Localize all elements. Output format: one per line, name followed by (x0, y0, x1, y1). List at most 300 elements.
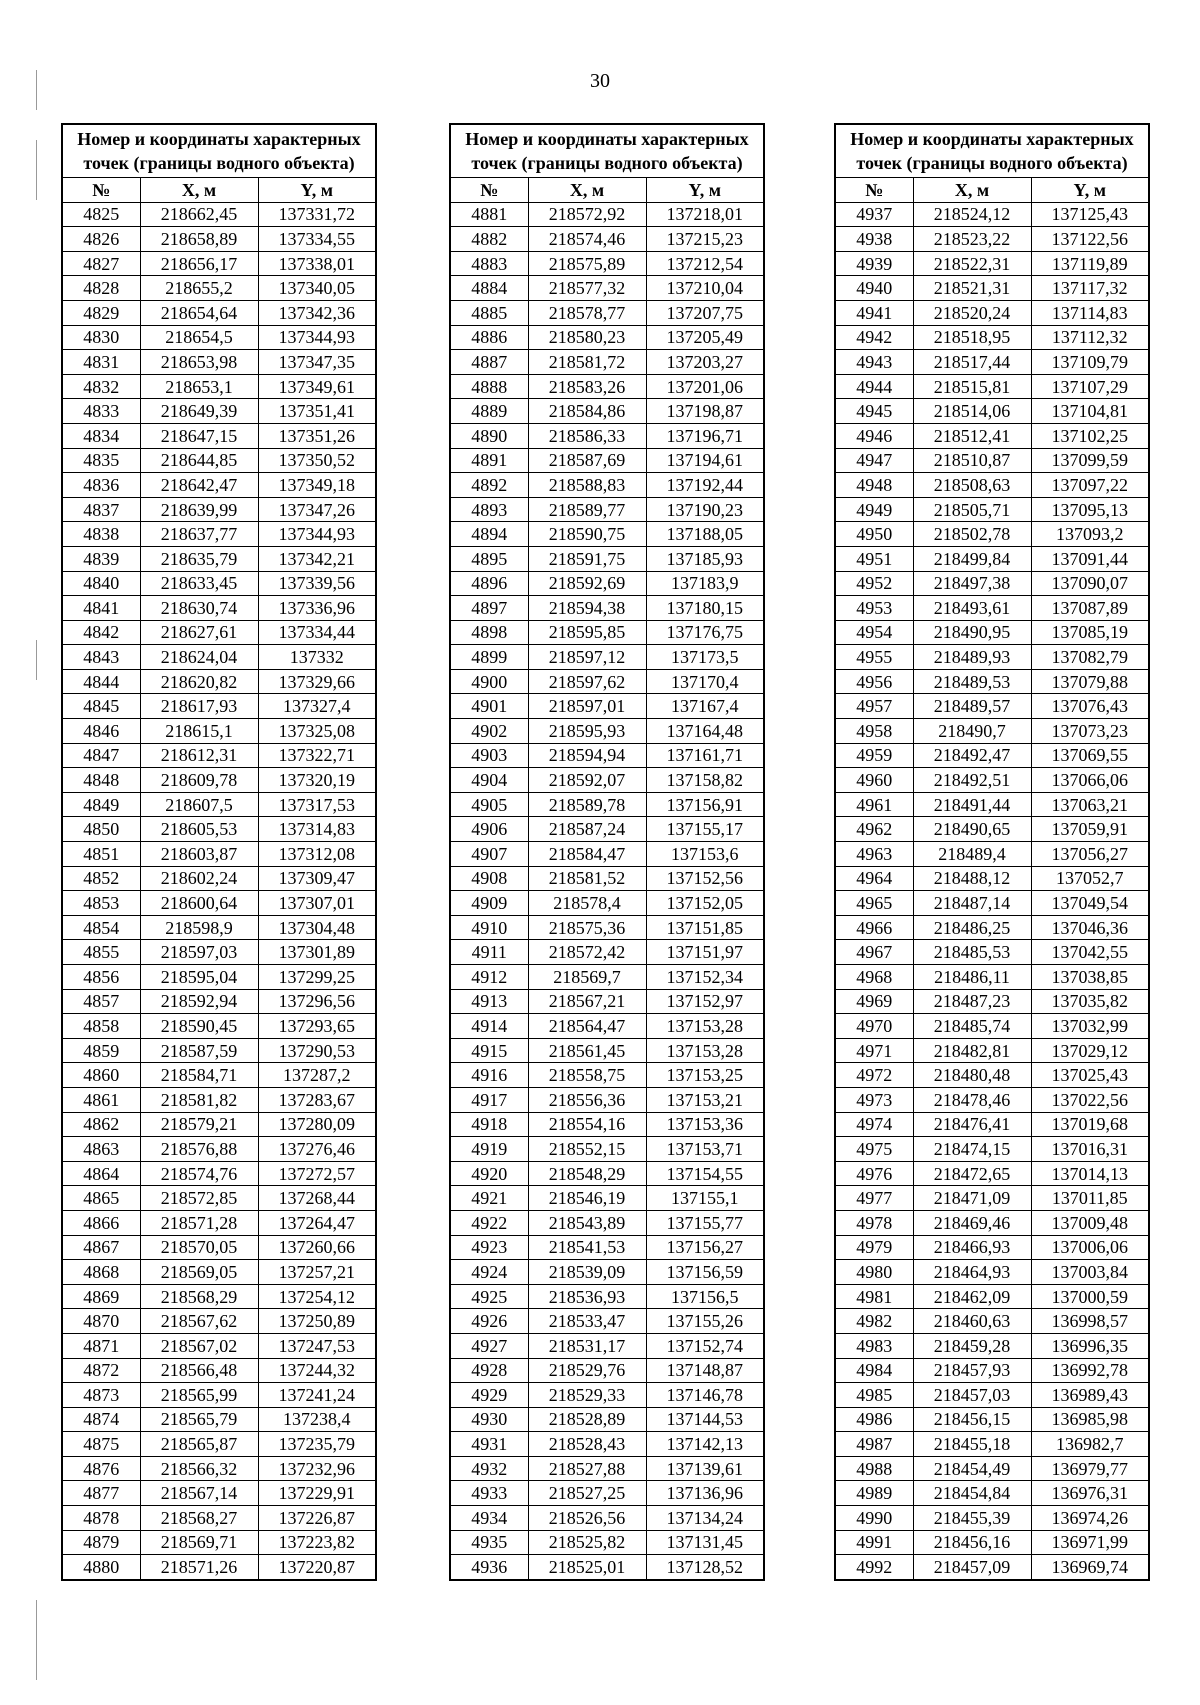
y-coordinate-cell: 137301,89 (258, 940, 376, 965)
point-number-cell: 4962 (835, 817, 913, 842)
y-coordinate-cell: 137063,21 (1031, 792, 1149, 817)
x-coordinate-cell: 218529,76 (528, 1358, 646, 1383)
x-coordinate-cell: 218595,85 (528, 620, 646, 645)
point-number-cell: 4862 (62, 1112, 140, 1137)
x-coordinate-cell: 218527,88 (528, 1456, 646, 1481)
x-coordinate-cell: 218577,32 (528, 276, 646, 301)
x-coordinate-cell: 218595,04 (140, 965, 258, 990)
point-number-cell: 4944 (835, 374, 913, 399)
table-row (62, 350, 376, 375)
table-row (450, 1186, 764, 1211)
y-coordinate-cell: 137257,21 (258, 1260, 376, 1285)
point-number-cell: 4985 (835, 1383, 913, 1408)
y-coordinate-cell: 137344,93 (258, 325, 376, 350)
table-row (835, 473, 1149, 498)
y-coordinate-cell: 137198,87 (646, 399, 764, 424)
table-row (450, 645, 764, 670)
x-coordinate-cell: 218492,51 (913, 768, 1031, 793)
point-number-cell: 4948 (835, 473, 913, 498)
y-coordinate-cell: 137190,23 (646, 497, 764, 522)
table-row (62, 915, 376, 940)
point-number-cell: 4926 (450, 1309, 528, 1334)
x-coordinate-cell: 218590,45 (140, 1014, 258, 1039)
y-coordinate-cell: 137203,27 (646, 350, 764, 375)
table-row (450, 227, 764, 252)
table-row (62, 522, 376, 547)
point-number-cell: 4922 (450, 1210, 528, 1235)
table-row (835, 842, 1149, 867)
x-coordinate-cell: 218539,09 (528, 1260, 646, 1285)
y-coordinate-cell: 137235,79 (258, 1432, 376, 1457)
table-row (62, 719, 376, 744)
point-number-cell: 4978 (835, 1210, 913, 1235)
y-coordinate-cell: 137155,77 (646, 1210, 764, 1235)
table-row (450, 817, 764, 842)
x-coordinate-cell: 218662,45 (140, 202, 258, 227)
point-number-cell: 4853 (62, 891, 140, 916)
x-coordinate-cell: 218587,59 (140, 1038, 258, 1063)
y-coordinate-cell: 137338,01 (258, 251, 376, 276)
x-coordinate-cell: 218655,2 (140, 276, 258, 301)
point-number-cell: 4883 (450, 251, 528, 276)
x-coordinate-cell: 218457,03 (913, 1383, 1031, 1408)
x-coordinate-cell: 218514,06 (913, 399, 1031, 424)
column-header-x: X, м (528, 178, 646, 203)
table-row (450, 915, 764, 940)
point-number-cell: 4893 (450, 497, 528, 522)
point-number-cell: 4983 (835, 1333, 913, 1358)
table-row (450, 350, 764, 375)
point-number-cell: 4844 (62, 669, 140, 694)
point-number-cell: 4851 (62, 842, 140, 867)
x-coordinate-cell: 218480,48 (913, 1063, 1031, 1088)
y-coordinate-cell: 137029,12 (1031, 1038, 1149, 1063)
y-coordinate-cell: 137167,4 (646, 694, 764, 719)
table-row (835, 1432, 1149, 1457)
x-coordinate-cell: 218591,75 (528, 546, 646, 571)
x-coordinate-cell: 218457,09 (913, 1555, 1031, 1580)
table-row (450, 1137, 764, 1162)
point-number-cell: 4829 (62, 300, 140, 325)
point-number-cell: 4933 (450, 1481, 528, 1506)
x-coordinate-cell: 218584,47 (528, 842, 646, 867)
table-row (62, 399, 376, 424)
y-coordinate-cell: 137180,15 (646, 596, 764, 621)
y-coordinate-cell: 137085,19 (1031, 620, 1149, 645)
x-coordinate-cell: 218502,78 (913, 522, 1031, 547)
x-coordinate-cell: 218658,89 (140, 227, 258, 252)
point-number-cell: 4987 (835, 1432, 913, 1457)
point-number-cell: 4838 (62, 522, 140, 547)
y-coordinate-cell: 137099,59 (1031, 448, 1149, 473)
point-number-cell: 4859 (62, 1038, 140, 1063)
x-coordinate-cell: 218595,93 (528, 719, 646, 744)
x-coordinate-cell: 218574,76 (140, 1161, 258, 1186)
x-coordinate-cell: 218627,61 (140, 620, 258, 645)
y-coordinate-cell: 136976,31 (1031, 1481, 1149, 1506)
y-coordinate-cell: 137296,56 (258, 989, 376, 1014)
point-number-cell: 4964 (835, 866, 913, 891)
y-coordinate-cell: 137312,08 (258, 842, 376, 867)
x-coordinate-cell: 218592,94 (140, 989, 258, 1014)
y-coordinate-cell: 137247,53 (258, 1333, 376, 1358)
x-coordinate-cell: 218565,79 (140, 1407, 258, 1432)
x-coordinate-cell: 218620,82 (140, 669, 258, 694)
table-row (450, 522, 764, 547)
table-row (62, 989, 376, 1014)
y-coordinate-cell: 137325,08 (258, 719, 376, 744)
table-row (450, 1506, 764, 1531)
point-number-cell: 4896 (450, 571, 528, 596)
y-coordinate-cell: 136992,78 (1031, 1358, 1149, 1383)
y-coordinate-cell: 137264,47 (258, 1210, 376, 1235)
table-row (450, 768, 764, 793)
y-coordinate-cell: 137003,84 (1031, 1260, 1149, 1285)
x-coordinate-cell: 218600,64 (140, 891, 258, 916)
point-number-cell: 4913 (450, 989, 528, 1014)
point-number-cell: 4904 (450, 768, 528, 793)
point-number-cell: 4949 (835, 497, 913, 522)
x-coordinate-cell: 218455,18 (913, 1432, 1031, 1457)
point-number-cell: 4845 (62, 694, 140, 719)
point-number-cell: 4990 (835, 1506, 913, 1531)
table-row (62, 276, 376, 301)
y-coordinate-cell: 137066,06 (1031, 768, 1149, 793)
y-coordinate-cell: 137351,41 (258, 399, 376, 424)
point-number-cell: 4923 (450, 1235, 528, 1260)
table-row (450, 202, 764, 227)
y-coordinate-cell: 137223,82 (258, 1530, 376, 1555)
y-coordinate-cell: 137342,36 (258, 300, 376, 325)
table-row (62, 792, 376, 817)
x-coordinate-cell: 218567,02 (140, 1333, 258, 1358)
x-coordinate-cell: 218489,93 (913, 645, 1031, 670)
x-coordinate-cell: 218587,24 (528, 817, 646, 842)
table-row (835, 1112, 1149, 1137)
table-row (450, 842, 764, 867)
x-coordinate-cell: 218579,21 (140, 1112, 258, 1137)
x-coordinate-cell: 218518,95 (913, 325, 1031, 350)
x-coordinate-cell: 218462,09 (913, 1284, 1031, 1309)
y-coordinate-cell: 137139,61 (646, 1456, 764, 1481)
x-coordinate-cell: 218572,85 (140, 1186, 258, 1211)
x-coordinate-cell: 218561,45 (528, 1038, 646, 1063)
point-number-cell: 4937 (835, 202, 913, 227)
table-row (62, 965, 376, 990)
table-row (450, 1383, 764, 1408)
y-coordinate-cell: 137153,6 (646, 842, 764, 867)
y-coordinate-cell: 137156,59 (646, 1260, 764, 1285)
table-row (450, 1260, 764, 1285)
point-number-cell: 4831 (62, 350, 140, 375)
point-number-cell: 4920 (450, 1161, 528, 1186)
x-coordinate-cell: 218497,38 (913, 571, 1031, 596)
point-number-cell: 4870 (62, 1309, 140, 1334)
table-row (835, 1358, 1149, 1383)
x-coordinate-cell: 218594,38 (528, 596, 646, 621)
y-coordinate-cell: 137254,12 (258, 1284, 376, 1309)
table-row (835, 817, 1149, 842)
table-row (62, 325, 376, 350)
x-coordinate-cell: 218592,69 (528, 571, 646, 596)
y-coordinate-cell: 137093,2 (1031, 522, 1149, 547)
table-row (835, 350, 1149, 375)
point-number-cell: 4907 (450, 842, 528, 867)
x-coordinate-cell: 218566,48 (140, 1358, 258, 1383)
point-number-cell: 4826 (62, 227, 140, 252)
y-coordinate-cell: 137210,04 (646, 276, 764, 301)
point-number-cell: 4911 (450, 940, 528, 965)
table-row (835, 1161, 1149, 1186)
x-coordinate-cell: 218581,52 (528, 866, 646, 891)
y-coordinate-cell: 137340,05 (258, 276, 376, 301)
y-coordinate-cell: 137090,07 (1031, 571, 1149, 596)
point-number-cell: 4972 (835, 1063, 913, 1088)
x-coordinate-cell: 218574,46 (528, 227, 646, 252)
x-coordinate-cell: 218524,12 (913, 202, 1031, 227)
y-coordinate-cell: 137019,68 (1031, 1112, 1149, 1137)
y-coordinate-cell: 137152,56 (646, 866, 764, 891)
y-coordinate-cell: 137336,96 (258, 596, 376, 621)
x-coordinate-cell: 218548,29 (528, 1161, 646, 1186)
point-number-cell: 4905 (450, 792, 528, 817)
point-number-cell: 4941 (835, 300, 913, 325)
table-row (835, 522, 1149, 547)
x-coordinate-cell: 218474,15 (913, 1137, 1031, 1162)
column-header-x: X, м (140, 178, 258, 203)
x-coordinate-cell: 218654,64 (140, 300, 258, 325)
y-coordinate-cell: 137052,7 (1031, 866, 1149, 891)
y-coordinate-cell: 137250,89 (258, 1309, 376, 1334)
point-number-cell: 4909 (450, 891, 528, 916)
y-coordinate-cell: 137049,54 (1031, 891, 1149, 916)
table-row (450, 1530, 764, 1555)
x-coordinate-cell: 218597,03 (140, 940, 258, 965)
y-coordinate-cell: 137155,17 (646, 817, 764, 842)
y-coordinate-cell: 136974,26 (1031, 1506, 1149, 1531)
table-title: Номер и координаты характерных точек (границы водного объекта) (62, 124, 376, 178)
point-number-cell: 4979 (835, 1235, 913, 1260)
y-coordinate-cell: 137350,52 (258, 448, 376, 473)
y-coordinate-cell: 137152,05 (646, 891, 764, 916)
table-row (450, 1161, 764, 1186)
x-coordinate-cell: 218554,16 (528, 1112, 646, 1137)
x-coordinate-cell: 218584,86 (528, 399, 646, 424)
x-coordinate-cell: 218489,53 (913, 669, 1031, 694)
table-row (835, 989, 1149, 1014)
y-coordinate-cell: 137153,36 (646, 1112, 764, 1137)
coordinates-table-2 (449, 123, 765, 1581)
point-number-cell: 4866 (62, 1210, 140, 1235)
margin-mark (36, 640, 37, 680)
table-row (835, 300, 1149, 325)
y-coordinate-cell: 136971,99 (1031, 1530, 1149, 1555)
y-coordinate-cell: 137207,75 (646, 300, 764, 325)
table-row (835, 694, 1149, 719)
point-number-cell: 4969 (835, 989, 913, 1014)
y-coordinate-cell: 137038,85 (1031, 965, 1149, 990)
x-coordinate-cell: 218508,63 (913, 473, 1031, 498)
x-coordinate-cell: 218520,24 (913, 300, 1031, 325)
y-coordinate-cell: 137170,4 (646, 669, 764, 694)
table-row (62, 669, 376, 694)
y-coordinate-cell: 137334,44 (258, 620, 376, 645)
table-row (450, 989, 764, 1014)
x-coordinate-cell: 218567,14 (140, 1481, 258, 1506)
table-row (450, 694, 764, 719)
column-header-number: № (450, 178, 528, 203)
y-coordinate-cell: 137320,19 (258, 768, 376, 793)
point-number-cell: 4863 (62, 1137, 140, 1162)
table-row (835, 1235, 1149, 1260)
y-coordinate-cell: 137342,21 (258, 546, 376, 571)
point-number-cell: 4901 (450, 694, 528, 719)
table-row (62, 1530, 376, 1555)
point-number-cell: 4902 (450, 719, 528, 744)
point-number-cell: 4827 (62, 251, 140, 276)
table-row (62, 1137, 376, 1162)
point-number-cell: 4910 (450, 915, 528, 940)
x-coordinate-cell: 218565,99 (140, 1383, 258, 1408)
table-row (450, 325, 764, 350)
y-coordinate-cell: 137226,87 (258, 1506, 376, 1531)
x-coordinate-cell: 218528,43 (528, 1432, 646, 1457)
point-number-cell: 4958 (835, 719, 913, 744)
point-number-cell: 4957 (835, 694, 913, 719)
table-row (62, 227, 376, 252)
y-coordinate-cell: 137097,22 (1031, 473, 1149, 498)
table-row (450, 1284, 764, 1309)
y-coordinate-cell: 137148,87 (646, 1358, 764, 1383)
y-coordinate-cell: 137215,23 (646, 227, 764, 252)
x-coordinate-cell: 218572,92 (528, 202, 646, 227)
x-coordinate-cell: 218565,87 (140, 1432, 258, 1457)
point-number-cell: 4971 (835, 1038, 913, 1063)
point-number-cell: 4918 (450, 1112, 528, 1137)
x-coordinate-cell: 218512,41 (913, 423, 1031, 448)
table-row (450, 276, 764, 301)
point-number-cell: 4991 (835, 1530, 913, 1555)
table-row (62, 1260, 376, 1285)
point-number-cell: 4898 (450, 620, 528, 645)
table-row (62, 1284, 376, 1309)
point-number-cell: 4872 (62, 1358, 140, 1383)
table-row (62, 300, 376, 325)
column-header-y: Y, м (1031, 178, 1149, 203)
y-coordinate-cell: 137194,61 (646, 448, 764, 473)
point-number-cell: 4891 (450, 448, 528, 473)
point-number-cell: 4903 (450, 743, 528, 768)
point-number-cell: 4846 (62, 719, 140, 744)
table-row (62, 1038, 376, 1063)
y-coordinate-cell: 137283,67 (258, 1087, 376, 1112)
point-number-cell: 4980 (835, 1260, 913, 1285)
table-title: Номер и координаты характерных точек (границы водного объекта) (450, 124, 764, 178)
table-row (450, 792, 764, 817)
x-coordinate-cell: 218639,99 (140, 497, 258, 522)
x-coordinate-cell: 218644,85 (140, 448, 258, 473)
x-coordinate-cell: 218592,07 (528, 768, 646, 793)
x-coordinate-cell: 218637,77 (140, 522, 258, 547)
y-coordinate-cell: 137153,25 (646, 1063, 764, 1088)
point-number-cell: 4828 (62, 276, 140, 301)
table-row (450, 719, 764, 744)
point-number-cell: 4939 (835, 251, 913, 276)
margin-mark (36, 1600, 37, 1680)
x-coordinate-cell: 218575,89 (528, 251, 646, 276)
x-coordinate-cell: 218456,16 (913, 1530, 1031, 1555)
point-number-cell: 4856 (62, 965, 140, 990)
point-number-cell: 4906 (450, 817, 528, 842)
table-row (450, 965, 764, 990)
y-coordinate-cell: 137014,13 (1031, 1161, 1149, 1186)
point-number-cell: 4936 (450, 1555, 528, 1580)
x-coordinate-cell: 218455,39 (913, 1506, 1031, 1531)
y-coordinate-cell: 137351,26 (258, 423, 376, 448)
table-row (62, 596, 376, 621)
point-number-cell: 4881 (450, 202, 528, 227)
table-row (450, 596, 764, 621)
point-number-cell: 4879 (62, 1530, 140, 1555)
y-coordinate-cell: 137280,09 (258, 1112, 376, 1137)
x-coordinate-cell: 218569,7 (528, 965, 646, 990)
x-coordinate-cell: 218521,31 (913, 276, 1031, 301)
table-row (450, 1333, 764, 1358)
x-coordinate-cell: 218566,32 (140, 1456, 258, 1481)
table-row (450, 669, 764, 694)
y-coordinate-cell: 137158,82 (646, 768, 764, 793)
table-row (62, 620, 376, 645)
table-row (450, 1235, 764, 1260)
x-coordinate-cell: 218607,5 (140, 792, 258, 817)
table-row (450, 1481, 764, 1506)
y-coordinate-cell: 137112,32 (1031, 325, 1149, 350)
table-row (835, 1260, 1149, 1285)
table-row (835, 768, 1149, 793)
point-number-cell: 4886 (450, 325, 528, 350)
coordinates-table-3 (834, 123, 1150, 1581)
point-number-cell: 4857 (62, 989, 140, 1014)
table-row (62, 891, 376, 916)
y-coordinate-cell: 137107,29 (1031, 374, 1149, 399)
table-row (835, 1383, 1149, 1408)
y-coordinate-cell: 137069,55 (1031, 743, 1149, 768)
point-number-cell: 4836 (62, 473, 140, 498)
y-coordinate-cell: 137079,88 (1031, 669, 1149, 694)
table-row (62, 940, 376, 965)
x-coordinate-cell: 218486,25 (913, 915, 1031, 940)
point-number-cell: 4854 (62, 915, 140, 940)
point-number-cell: 4847 (62, 743, 140, 768)
point-number-cell: 4925 (450, 1284, 528, 1309)
x-coordinate-cell: 218586,33 (528, 423, 646, 448)
table-row (450, 1432, 764, 1457)
table-row (62, 1358, 376, 1383)
table-row (835, 719, 1149, 744)
x-coordinate-cell: 218584,71 (140, 1063, 258, 1088)
x-coordinate-cell: 218570,05 (140, 1235, 258, 1260)
point-number-cell: 4839 (62, 546, 140, 571)
table-row (450, 1014, 764, 1039)
point-number-cell: 4917 (450, 1087, 528, 1112)
y-coordinate-cell: 137082,79 (1031, 645, 1149, 670)
table-row (835, 1137, 1149, 1162)
table-row (450, 1210, 764, 1235)
point-number-cell: 4880 (62, 1555, 140, 1580)
point-number-cell: 4912 (450, 965, 528, 990)
point-number-cell: 4992 (835, 1555, 913, 1580)
table-row (835, 546, 1149, 571)
